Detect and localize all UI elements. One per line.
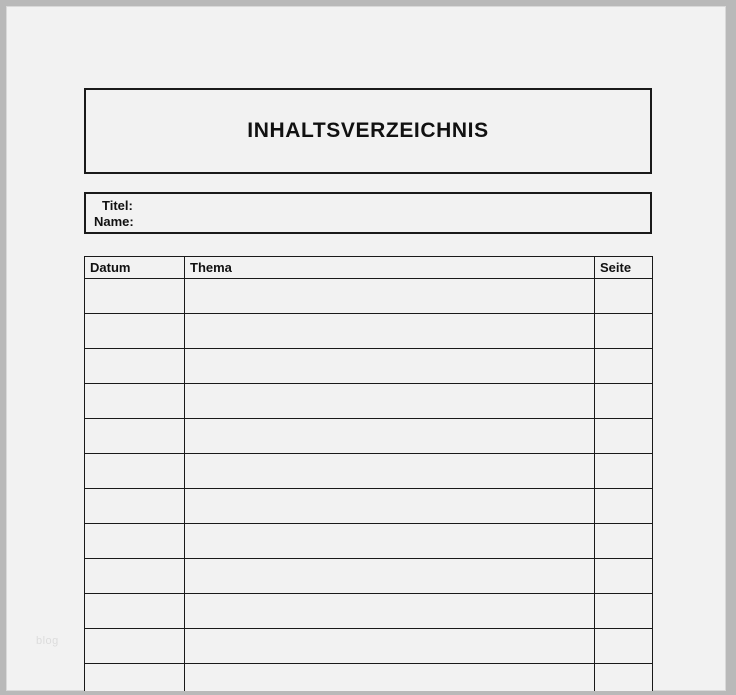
cell-datum[interactable] [85, 594, 185, 629]
table-row [85, 489, 653, 524]
cell-datum[interactable] [85, 559, 185, 594]
cell-seite[interactable] [595, 314, 653, 349]
cell-datum[interactable] [85, 454, 185, 489]
table-row [85, 629, 653, 664]
cell-thema[interactable] [185, 489, 595, 524]
cell-seite[interactable] [595, 559, 653, 594]
cell-seite[interactable] [595, 349, 653, 384]
cell-seite[interactable] [595, 279, 653, 314]
cell-thema[interactable] [185, 314, 595, 349]
watermark: blog [36, 635, 59, 647]
page-title: INHALTSVERZEICHNIS [247, 119, 489, 142]
cell-datum[interactable] [85, 664, 185, 692]
table-row [85, 384, 653, 419]
table-row [85, 594, 653, 629]
table-row [85, 419, 653, 454]
cell-seite[interactable] [595, 664, 653, 692]
cell-thema[interactable] [185, 279, 595, 314]
table-row [85, 664, 653, 692]
table-body [85, 279, 653, 692]
document-body [84, 88, 652, 691]
cell-thema[interactable] [185, 664, 595, 692]
table-row [85, 279, 653, 314]
document-sheet [6, 6, 726, 691]
table-row [85, 349, 653, 384]
cell-seite[interactable] [595, 629, 653, 664]
column-header-seite: Seite [595, 257, 653, 279]
cell-seite[interactable] [595, 419, 653, 454]
titel-label: Titel: [102, 198, 133, 213]
cell-seite[interactable] [595, 384, 653, 419]
cell-datum[interactable] [85, 314, 185, 349]
cell-thema[interactable] [185, 524, 595, 559]
table-row [85, 454, 653, 489]
table-header-row [85, 257, 653, 279]
cell-thema[interactable] [185, 349, 595, 384]
cell-datum[interactable] [85, 524, 185, 559]
table-row [85, 524, 653, 559]
cell-thema[interactable] [185, 454, 595, 489]
cell-datum[interactable] [85, 419, 185, 454]
cell-datum[interactable] [85, 489, 185, 524]
cell-datum[interactable] [85, 349, 185, 384]
cell-seite[interactable] [595, 594, 653, 629]
cell-thema[interactable] [185, 419, 595, 454]
cell-datum[interactable] [85, 384, 185, 419]
cell-datum[interactable] [85, 279, 185, 314]
column-header-thema: Thema [185, 257, 595, 279]
cell-seite[interactable] [595, 454, 653, 489]
name-label: Name: [94, 214, 134, 229]
cell-thema[interactable] [185, 559, 595, 594]
cell-thema[interactable] [185, 594, 595, 629]
table-row [85, 559, 653, 594]
column-header-datum: Datum [85, 257, 185, 279]
cell-seite[interactable] [595, 524, 653, 559]
cell-thema[interactable] [185, 629, 595, 664]
cell-datum[interactable] [85, 629, 185, 664]
title-box [84, 88, 652, 174]
cell-seite[interactable] [595, 489, 653, 524]
table-row [85, 314, 653, 349]
cell-thema[interactable] [185, 384, 595, 419]
info-box [84, 192, 652, 234]
contents-table [84, 256, 653, 691]
